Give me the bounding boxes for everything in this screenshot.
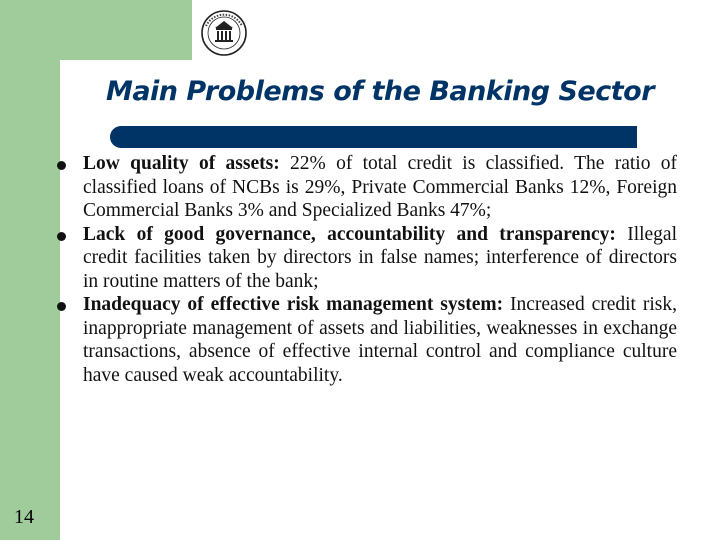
bullet-heading: Lack of good governance, accountability and transparency: xyxy=(83,223,616,245)
bullet-text: Increased credit risk, inappropriate management of assets and liabilities, weaknesses in exchange transactions, absence of effective internal control and compliance culture have caused weak accountability. xyxy=(83,294,677,386)
bullet-list xyxy=(55,152,677,387)
bullet-heading: Inadequacy of effective risk management system: xyxy=(83,294,504,315)
page-number: 14 xyxy=(14,506,34,528)
bank-emblem-icon xyxy=(196,8,252,58)
bullet-text: Illegal credit facilities taken by directors in false names; interference of directors in routine matters of the bank; xyxy=(83,223,678,292)
bullet-dot-icon xyxy=(57,161,66,170)
bullet-heading: Low quality of assets: xyxy=(83,153,280,174)
top-accent-bar xyxy=(60,0,192,60)
bullet-item xyxy=(55,223,677,294)
title-underline-bar xyxy=(110,126,637,148)
bullet-item xyxy=(55,293,677,387)
bullet-text: 22% of total credit is classified. The ratio of classified loans of NCBs is 29%, Private Commercial Banks 12%, Foreign Commercial Banks 3% and Specialized Banks 47%; xyxy=(83,153,678,221)
bullet-dot-icon xyxy=(57,232,66,241)
bullet-dot-icon xyxy=(57,302,66,311)
left-accent-bar xyxy=(0,0,60,540)
bullet-item xyxy=(55,152,677,223)
slide-title: Main Problems of the Banking Sector xyxy=(105,76,655,107)
